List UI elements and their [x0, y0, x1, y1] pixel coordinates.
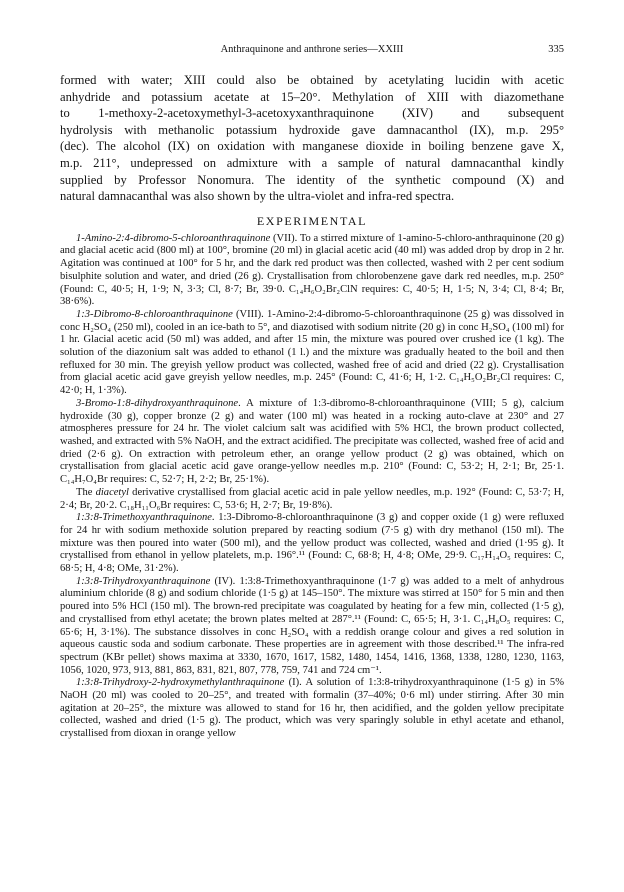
procedure-text: (VIII). 1-Amino-2:4-dibromo-5-chloroanthraquinone (25 g) was dissolved in conc H₂SO₄ (250 ml), cooled in an ice-bath to 5°, and diazotised with sodium nitrite (20 g) in conc H₂SO₄ (100 ml) for 1 hr. Glacial acetic acid (50 ml) was added, and after 15 min, the mixture was poured over crushed ice (1 kg). The solution of the diazonium salt was added to ethanol (1 l.) and the mixture was gradually heated to the boil and then refluxed for 30 min. The greyish yellow product was collected, washed free of acid and dried (22 g). Crystallisation from glacial acetic acid gave greyish yellow needles, m.p. 245° (Found: C, 41·6; H, 1·2. C₁₄H₅O₂Br₂Cl requires: C, 42·0; H, 1·3%).	[60, 308, 564, 397]
intro-line: to 1-methoxy-2-acetoxymethyl-3-acetoxyxanthraquinone (XIV) and subsequent	[60, 106, 564, 121]
procedure-text: . A mixture of 1:3-dibromo-8-chloroanthraquinone (VIII; 5 g), calcium hydroxide (30 g), copper bronze (2 g) and water (100 ml) was heated in a rocking auto-clave at 230° and 27 atmospheres pressure for 24 hr. The violet calcium salt was acidified with 5% HCl, the brown product collected, washed, and extracted with 5% NaOH, and the extract acidified. The precipitate was collected, washed free of acid and dried (2·6 g). On extraction with petroleum ether, an orange yellow product (2 g) was obtained, which on crystallisation from glacial acetic acid gave orange-yellow needles m.p. 210° (Found: C, 53·2; H, 2·1; Br, 25·1. C₁₄H₇O₄Br requires: C, 52·7; H, 2·2; Br, 25·1%).	[60, 397, 564, 486]
intro-line: natural damnacanthal was also shown by the ultra-violet and infra-red spectra.	[60, 189, 455, 204]
procedure-text: derivative crystallised from glacial acetic acid in pale yellow needles, m.p. 192° (Found: C, 53·7; H, 2·4; Br, 20·2. C₁₈H₁₁O₆Br requires: C, 53·6; H, 2·7; Br, 19·8%).	[60, 486, 564, 511]
procedure-text: (I). A solution of 1:3:8-trihydroxyanthraquinone (1·5 g) in 5% NaOH (20 ml) was cooled to 20–25°, and treated with formalin (37–40%; 0·6 ml) under stirring. After 30 min agitation at 20–25°, the mixture was allowed to stand for 16 hr, then acidified, and the golden yellow precipitate collected, washed and dried (1·5 g). The product, which was very sparingly soluble in ethyl acetate and ethanol, crystallised from dioxan in orange yellow	[60, 677, 564, 740]
compound-name: 1:3-Dibromo-8-chloroanthraquinone	[76, 308, 233, 320]
compound-name: diacetyl	[95, 486, 129, 498]
compound-name: 1-Amino-2:4-dibromo-5-chloroanthraquinone	[76, 232, 271, 244]
compound-name: 1:3:8-Trimethoxyanthraquinone	[76, 512, 212, 524]
procedure-paragraph	[60, 398, 564, 487]
procedure-paragraph	[60, 677, 564, 741]
page-number: 335	[548, 44, 564, 55]
procedure-paragraph	[60, 309, 564, 398]
intro-paragraph	[60, 72, 564, 205]
intro-line: hydrolysis with methanolic potassium hydroxide gave damnacanthol (IX), m.p. 295°	[60, 122, 564, 137]
procedure-paragraph	[60, 487, 564, 512]
procedure-paragraph	[60, 233, 564, 309]
intro-line: m.p. 211°, undepressed on admixture with a sample of natural damnacanthal kindly	[60, 155, 564, 170]
intro-line: (dec). The alcohol (IX) on oxidation with manganese dioxide in boiling benzene gave X,	[60, 139, 564, 154]
procedure-paragraph	[60, 576, 564, 678]
procedure-text: (VII). To a stirred mixture of 1-amino-5-chloro-anthraquinone (20 g) and glacial acetic acid (800 ml) at 100°, bromine (20 ml) in glacial acetic acid (40 ml) was added drop by drop in 2 hr. Agitation was continued at 100° for 5 hr, and the dark red product was then collected, washed with 2 per cent sodium bisulphite solution and water, and dried (26 g). Crystallisation from chlorobenzene gave dark red needles, m.p. 250° (Found: C, 40·5; H, 1·9; N, 3·3; Cl, 8·7; Br, 39·0. C₁₄H₆O₂Br₂ClN requires: C, 40·5; H, 1·5; N, 3·4; Cl, 8·4; Br, 38·6%).	[60, 232, 564, 308]
procedure-text: (IV). 1:3:8-Trimethoxyanthraquinone (1·7 g) was added to a melt of anhydrous aluminium chloride (8 g) and sodium chloride (1·5 g) at 145–150°. The mixture was stirred at 150° for 5 min and then poured into 5% HCl (150 ml). The brown-red precipitate was coagulated by heating for a few min, collected (1·5 g), and crystallised from ethyl acetate; the brown plates melted at 287°.¹¹ (Found: C, 65·5; H, 3·1. C₁₄H₈O₅ requires: C, 65·6; H, 3·1%). The substance dissolves in conc H₂SO₄ with a reddish orange colour and gives a red solution in aqueous caustic soda and sodium carbonate. These properties are in agreement with those described.¹¹ The infra-red spectrum (KBr pellet) shows maxima at 3330, 1670, 1617, 1582, 1480, 1454, 1416, 1368, 1338, 1280, 1230, 1163, 1056, 1020, 973, 913, 881, 863, 831, 821, 807, 778, 759, 741 and 724 cm⁻¹.	[60, 575, 564, 676]
procedure-text: . 1:3-Dibromo-8-chloroanthraquinone (3 g) and copper oxide (1 g) were refluxed for 24 hr with sodium methoxide solution prepared by reacting sodium (7·5 g) with dry methanol (150 ml). The mixture was then poured into water (500 ml), and the yellow product was collected, washed and dried (1·95 g). It crystallised from ethanol in yellow platelets, m.p. 196°.¹¹ (Found: C, 68·8; H, 4·8; OMe, 29·9. C₁₇H₁₄O₅ requires: C, 68·5; H, 4·8; OMe, 31·2%).	[60, 512, 564, 575]
section-heading-experimental: EXPERIMENTAL	[256, 213, 368, 228]
running-title: Anthraquinone and anthrone series—XXIII	[220, 44, 404, 55]
intro-line: anhydride and potassium acetate at 15–20°. Methylation of XIII with diazomethane	[60, 89, 564, 104]
intro-line: formed with water; XIII could also be obtained by acetylating lucidin with acetic	[60, 73, 564, 87]
journal-page	[60, 44, 564, 741]
compound-name: 1:3:8-Trihydroxy-2-hydroxymethylanthraquinone	[76, 677, 285, 689]
compound-name: 3-Bromo-1:8-dihydroxyanthraquinone	[76, 397, 239, 409]
intro-line: supplied by Professor Nonomura. The identity of the synthetic compound (X) and	[60, 172, 564, 187]
page-header	[60, 44, 564, 58]
procedure-prefix: The	[76, 486, 96, 498]
procedure-paragraph	[60, 512, 564, 576]
compound-name: 1:3:8-Trihydroxyanthraquinone	[76, 575, 211, 587]
